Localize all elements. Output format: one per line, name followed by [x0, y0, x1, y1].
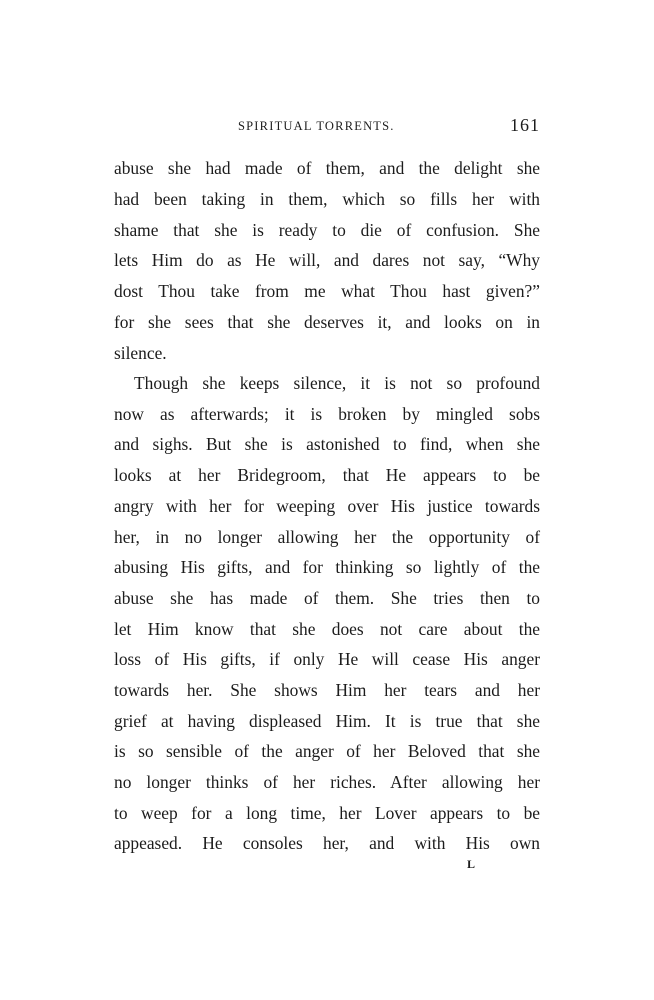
text-line: to weep for a long time, her Lover appears to be [114, 803, 540, 823]
text-line: let Him know that she does not care about the [114, 619, 540, 639]
text-line: grief at having displeased Him. It is true that she [114, 711, 540, 731]
text-line: her, in no longer allowing her the opportunity of [114, 527, 540, 547]
page-number: 161 [510, 115, 540, 135]
text-line: had been taking in them, which so fills her with [114, 189, 540, 209]
text-line: loss of His gifts, if only He will cease His anger [114, 649, 540, 669]
text-line: now as afterwards; it is broken by mingled sobs [114, 404, 540, 424]
text-line: lets Him do as He will, and dares not say, “Why [114, 250, 540, 270]
running-title: SPIRITUAL TORRENTS. [238, 119, 395, 133]
text-line: shame that she is ready to die of confusion. She [114, 220, 540, 240]
text-line: angry with her for weeping over His justice towards [114, 496, 540, 516]
text-line: towards her. She shows Him her tears and her [114, 680, 540, 700]
text-line: dost Thou take from me what Thou hast given?” [114, 281, 540, 301]
text-line: Though she keeps silence, it is not so profound [134, 373, 540, 393]
text-line: is so sensible of the anger of her Beloved that she [114, 741, 540, 761]
text-line: silence. [114, 343, 167, 363]
signature-mark: L [467, 857, 476, 871]
text-line: no longer thinks of her riches. After allowing her [114, 772, 540, 792]
text-line: appeased. He consoles her, and with His own [114, 833, 540, 853]
text-line: abuse she has made of them. She tries then to [114, 588, 540, 608]
text-line: abusing His gifts, and for thinking so lightly of the [114, 557, 540, 577]
text-line: and sighs. But she is astonished to find, when she [114, 434, 540, 454]
text-line: for she sees that she deserves it, and looks on in [114, 312, 540, 332]
text-line: abuse she had made of them, and the delight she [114, 158, 540, 178]
running-head [114, 116, 540, 138]
text-line: looks at her Bridegroom, that He appears to be [114, 465, 540, 485]
